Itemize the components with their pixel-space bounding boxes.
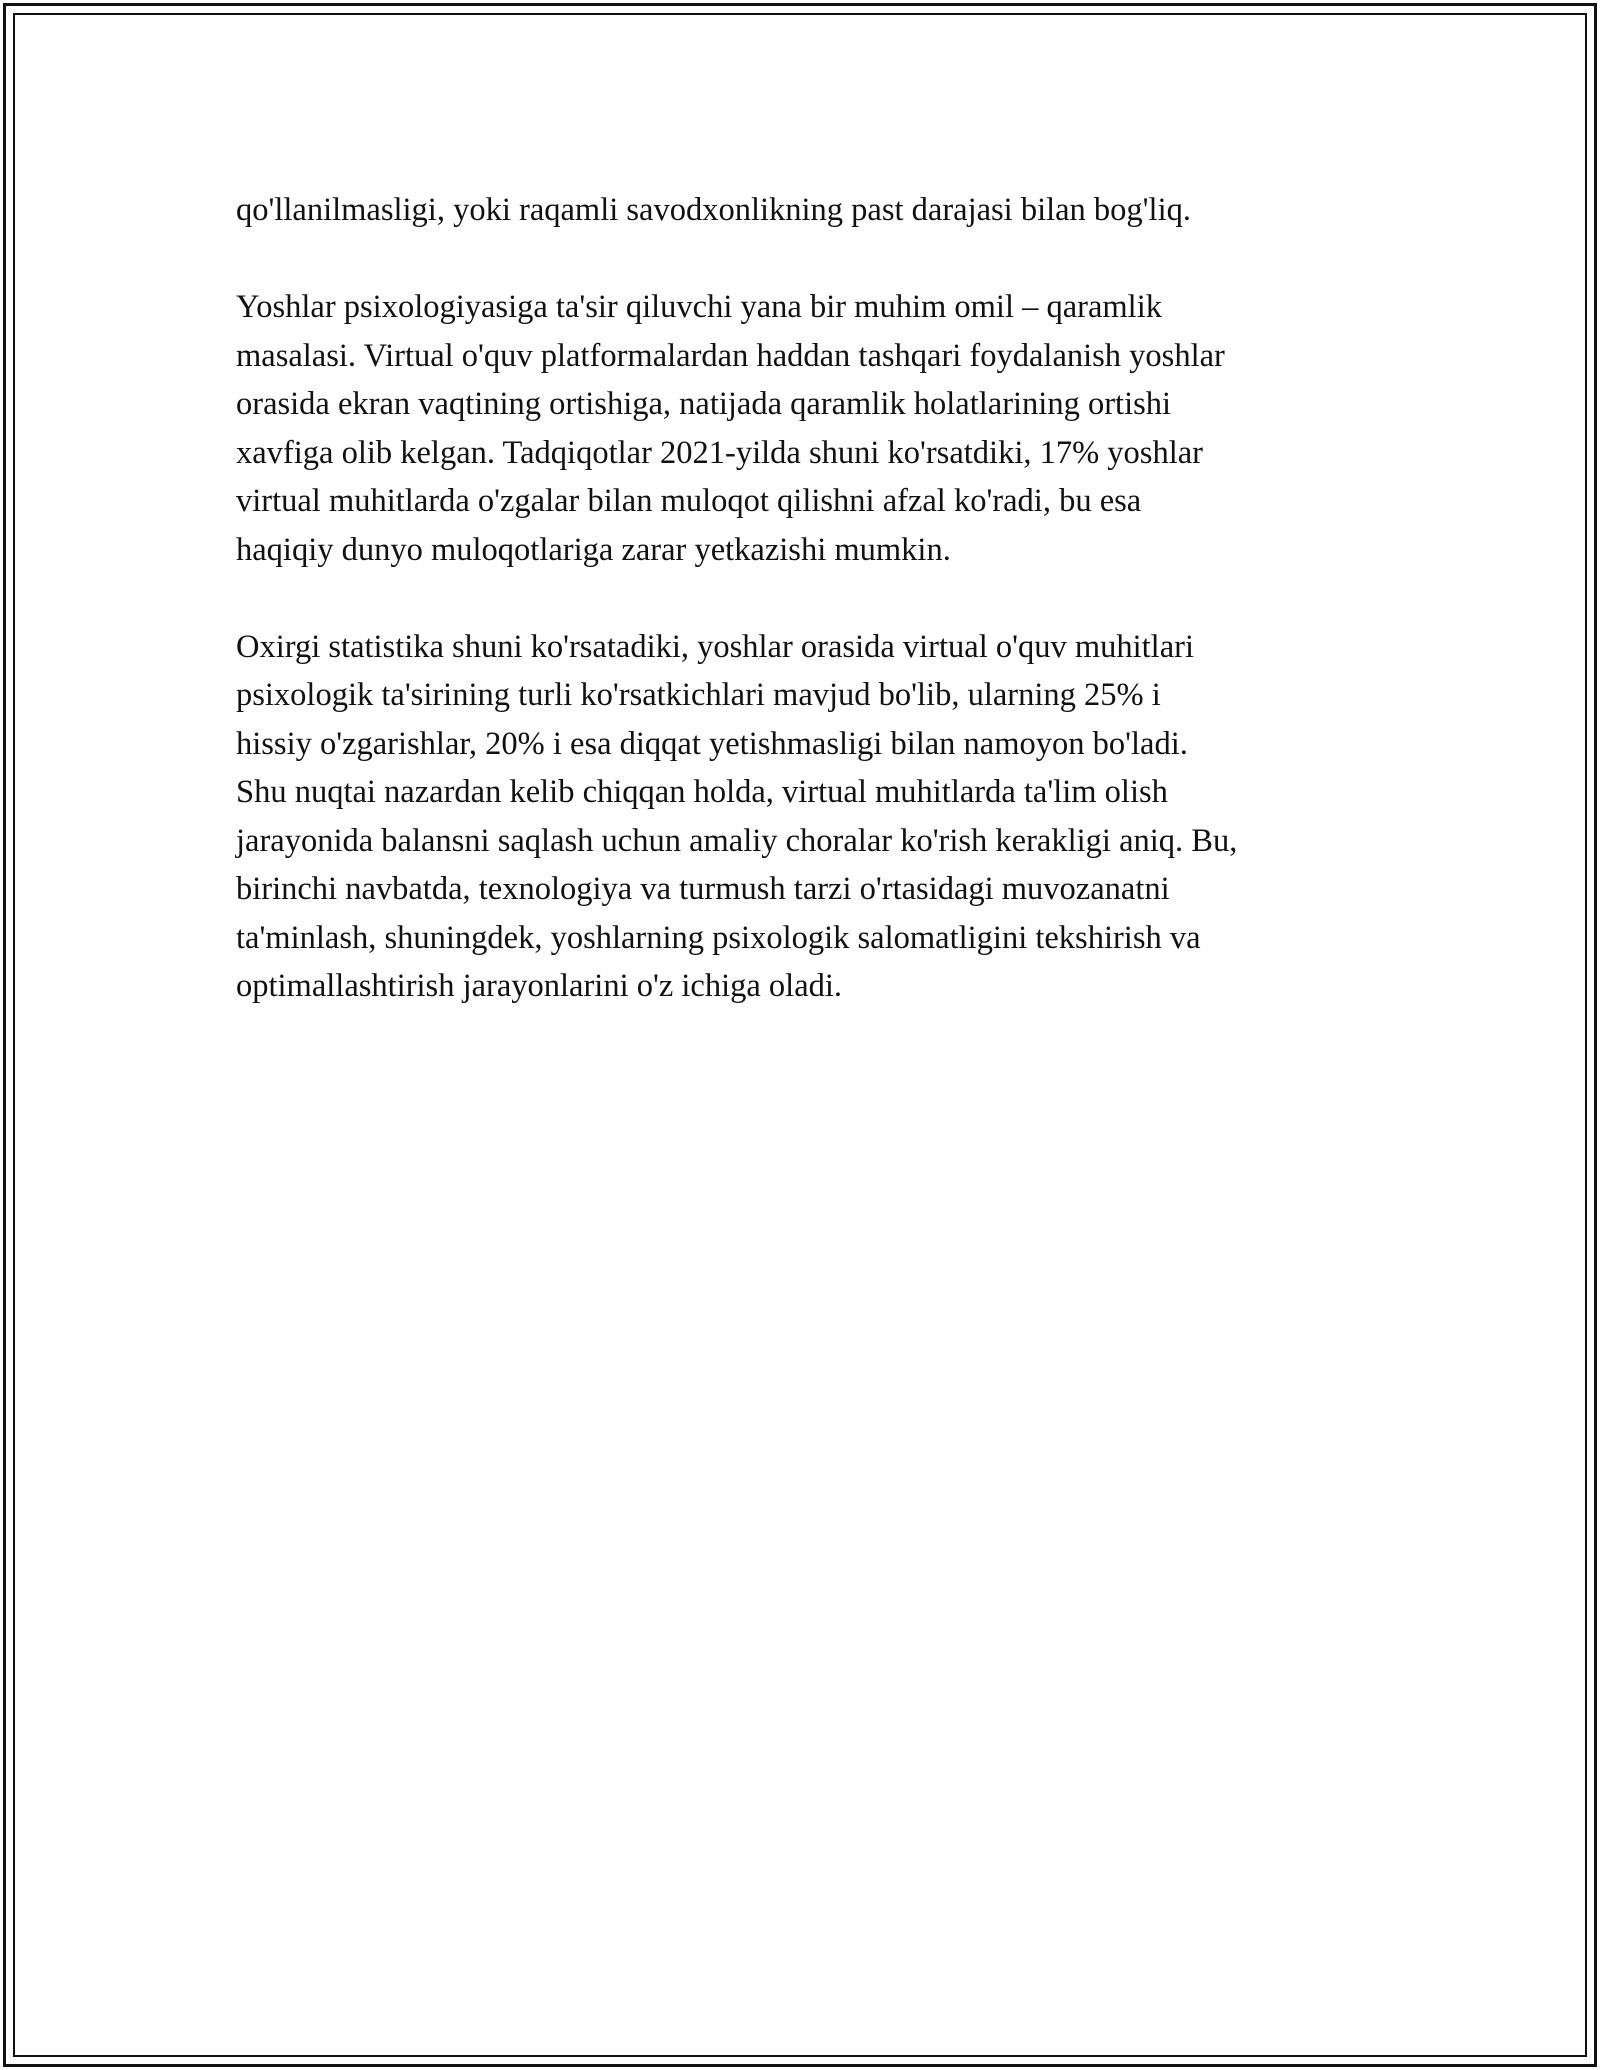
paragraph-1: qo'llanilmasligi, yoki raqamli savodxonlikning past darajasi bilan bog'liq. xyxy=(236,192,1191,228)
document-body xyxy=(236,186,1376,1059)
paragraph-3: Oxirgi statistika shuni ko'rsatadiki, yoshlar orasida virtual o'quv muhitlari psixologik ta'sirining turli ko'rsatkichlari mavjud bo'lib, ularning 25% i hissiy o'zgarishlar, 20% i esa diqqat yetishmasligi bilan namoyon bo'ladi. Shu nuqtai nazardan kelib chiqqan holda, virtual muhitlarda ta'lim olish jarayonida balansni saqlash uchun amaliy choralar ko'rish kerakligi aniq. Bu, birinchi navbatda, texnologiya va turmush tarzi o'rtasidagi muvozanatni ta'minlash, shuningdek, yoshlarning psixologik salomatligini tekshirish va optimallashtirish jarayonlarini o'z ichiga oladi. xyxy=(236,628,1238,1004)
paragraph-2: Yoshlar psixologiyasiga ta'sir qiluvchi yana bir muhim omil – qaramlik masalasi. Virtual o'quv platformalardan haddan tashqari foydalanish yoshlar orasida ekran vaqtining ortishiga, natijada qaramlik holatlarining ortishi xavfiga olib kelgan. Tadqiqotlar 2021-yilda shuni ko'rsatdiki, 17% yoshlar virtual muhitlarda o'zgalar bilan muloqot qilishni afzal ko'radi, bu esa haqiqiy dunyo muloqotlariga zarar yetkazishi mumkin. xyxy=(236,289,1225,568)
